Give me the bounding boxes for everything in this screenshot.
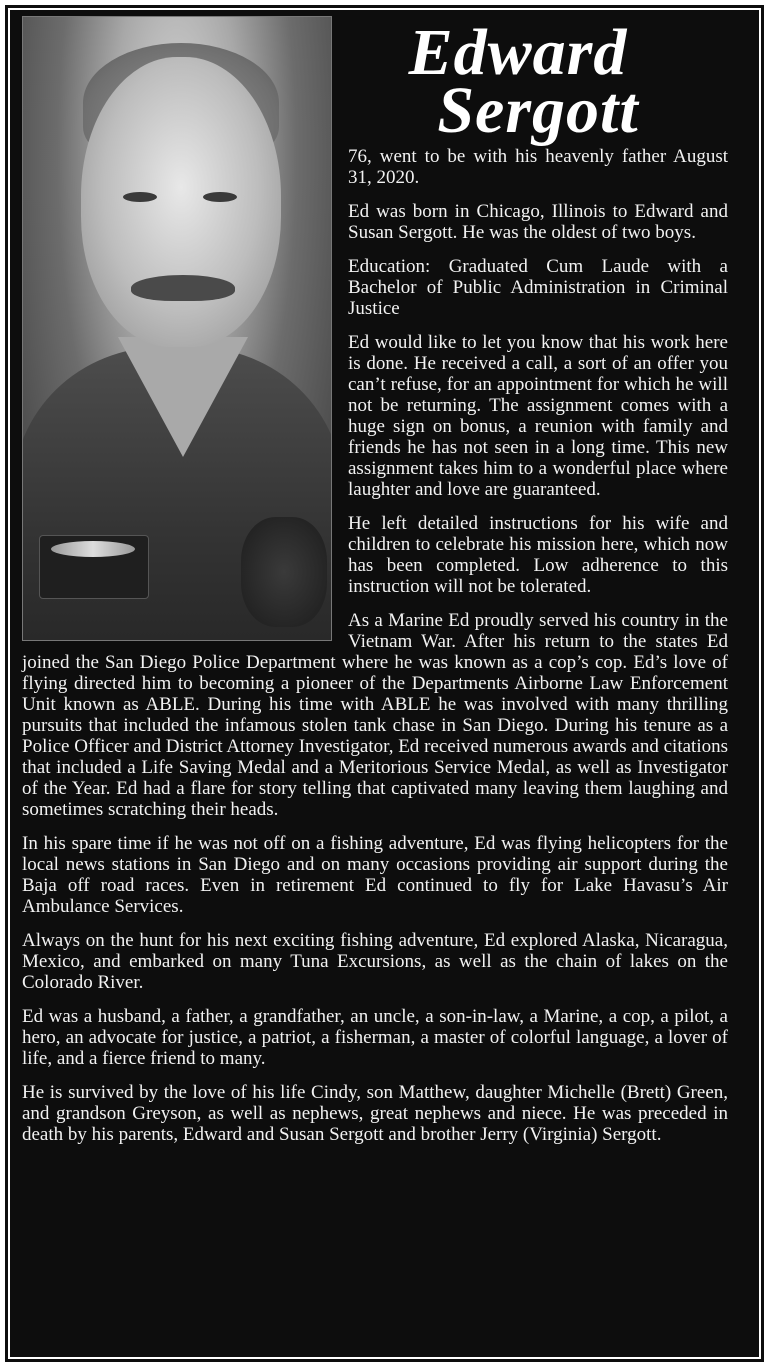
shoulder-patch-icon	[241, 517, 327, 627]
first-name: Edward	[408, 16, 628, 89]
right-eye	[203, 192, 237, 202]
paragraph-fishing: Always on the hunt for his next exciting fishing adventure, Ed explored Alaska, Nicaragua, Mexico, and embarked on many Tuna Excursions, as well as the chain of lakes on the Colorado River.	[22, 930, 728, 993]
obituary-article	[22, 16, 728, 1158]
paragraph-instructions: He left detailed instructions for his wife and children to celebrate his mission here, which now has been completed. Low adherence to this instruction will not be tolerated.	[348, 513, 728, 597]
left-eye	[123, 192, 157, 202]
paragraph-survived-by: He is survived by the love of his life Cindy, son Matthew, daughter Michelle (Brett) Green, and grandson Greyson, as well as nephews, great nephews and niece. He was preceded in death by his parents, Edward and Susan Sergott and brother Jerry (Virginia) Sergott.	[22, 1082, 728, 1145]
paragraph-death-notice: 76, went to be with his heavenly father August 31, 2020.	[348, 146, 728, 188]
paragraph-education: Education: Graduated Cum Laude with a Bachelor of Public Administration in Criminal Justice	[348, 256, 728, 319]
mustache	[131, 275, 235, 301]
paragraph-roles: Ed was a husband, a father, a grandfather, an uncle, a son-in-law, a Marine, a cop, a pilot, a hero, an advocate for justice, a patriot, a fisherman, a master of colorful language, a lover of life, and a fierce friend to many.	[22, 1006, 728, 1069]
paragraph-birth: Ed was born in Chicago, Illinois to Edward and Susan Sergott. He was the oldest of two boys.	[348, 201, 728, 243]
paragraph-spare-time: In his spare time if he was not off on a fishing adventure, Ed was flying helicopters for the local news stations in San Diego and on many occasions providing air support during the Baja off road races. Even in retirement Ed continued to fly for Lake Havasu’s Air Ambulance Services.	[22, 833, 728, 917]
last-name: Sergott	[437, 74, 639, 147]
pilot-wings-icon	[51, 541, 135, 557]
face	[81, 57, 281, 347]
paragraph-career: As a Marine Ed proudly served his country in the Vietnam War. After his return to the states Ed joined the San Diego Police Department where he was known as a cop’s cop. Ed’s love of flying directed him to becoming a pioneer of the Departments Airborne Law Enforcement Unit known as ABLE. During his time with ABLE he was involved with many thrilling pursuits that included the infamous stolen tank chase in San Diego. During his tenure as a Police Officer and District Attorney Investigator, Ed received numerous awards and citations that included a Life Saving Medal and a Meritorious Service Medal, as well as Investigator of the Year. Ed had a flare for story telling that captivated many leaving them laughing and sometimes scratching their heads.	[22, 610, 728, 820]
portrait-photo	[22, 16, 332, 641]
paragraph-work-done: Ed would like to let you know that his work here is done. He received a call, a sort of an offer you can’t refuse, for an appointment for which he will not be returning. The assignment comes with a huge sign on bonus, a reunion with family and friends he has not seen in a long time. This new assignment takes him to a wonderful place where laughter and love are guaranteed.	[348, 332, 728, 500]
